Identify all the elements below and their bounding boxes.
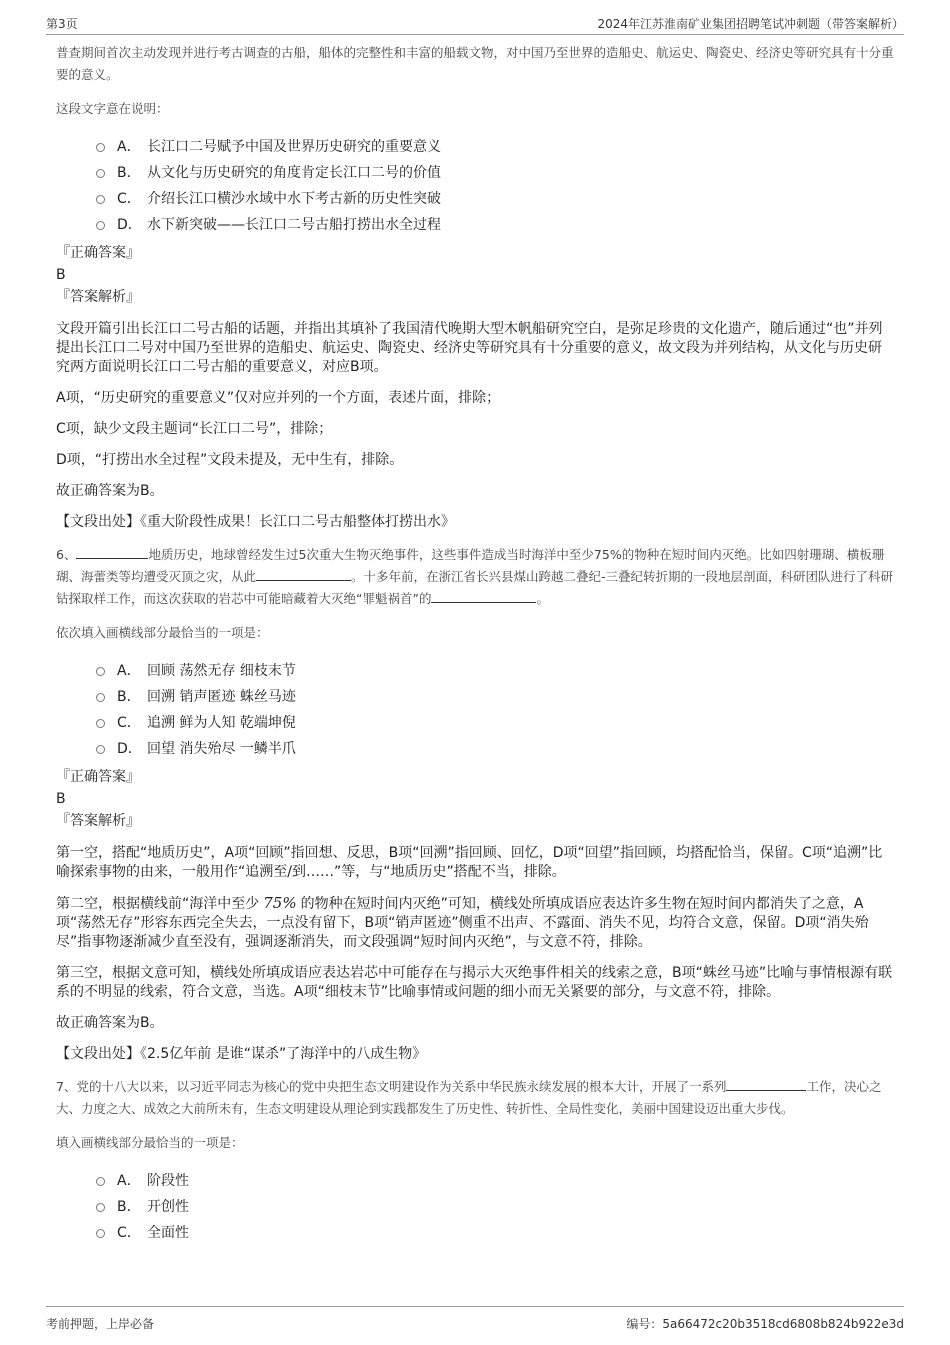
- page-footer: [46, 1306, 904, 1337]
- q5-option-a[interactable]: A． 长江口二号赋予中国及世界历史研究的重要意义: [96, 134, 894, 160]
- radio-icon[interactable]: [96, 1203, 105, 1212]
- q6-analysis-blank-3: 第三空，根据文意可知，横线处所填成语应表达岩芯中可能存在与揭示大灭绝事件相关的线索之意，B项“蛛丝马迹”比喻与事情根源有联系的不明显的线索，符合文意，当选。A项“细枝末节”比喻事情或问题的细小而无关紧要的部分，与文意不符，排除。: [56, 965, 893, 1000]
- q6-prompt: 依次填入画横线部分最恰当的一项是：: [56, 625, 269, 640]
- q5-analysis-label: 『答案解析』: [56, 289, 140, 305]
- q6-analysis-label: 『答案解析』: [56, 813, 140, 829]
- answer-blank: [726, 1078, 806, 1091]
- document-title: 2024年江苏淮南矿业集团招聘笔试冲刺题（带答案解析）: [597, 17, 904, 31]
- q6-stem: 6、 地质历史，地球曾经发生过5次重大生物灭绝事件，这些事件造成当时海洋中至少75%的物种在短时间内灭绝。比如四射珊瑚、横板珊瑚、海蕾类等均遭受灭顶之灾，从此 。十多年前，在浙江省长兴县煤山跨越二叠纪-三叠纪转折期的一段地层剖面，科研团队进行了科研钻探取样工作，而这次获取的岩芯中可能暗藏着大灭绝“罪魁祸首”的 。: [56, 547, 894, 606]
- answer-blank: [256, 568, 351, 581]
- q7-prompt: 填入画横线部分最恰当的一项是：: [56, 1135, 244, 1150]
- q6-option-a[interactable]: A． 回顾 荡然无存 细枝末节: [96, 658, 894, 684]
- q6-answer: B: [56, 791, 66, 807]
- page-content: [56, 42, 894, 1250]
- q7-option-c[interactable]: C． 全面性: [96, 1220, 894, 1246]
- answer-blank: [431, 590, 536, 603]
- q6-option-c[interactable]: C． 追溯 鲜为人知 乾端坤倪: [96, 710, 894, 736]
- q6-options: [96, 658, 894, 762]
- q7-option-b[interactable]: B． 开创性: [96, 1194, 894, 1220]
- answer-blank: [76, 546, 148, 559]
- q5-analysis-a: A项，“历史研究的重要意义”仅对应并列的一个方面，表述片面，排除；: [56, 390, 501, 406]
- page-header: [46, 12, 904, 35]
- q5-answer: B: [56, 267, 66, 283]
- q5-analysis-main: 文段开篇引出长江口二号古船的话题，并指出其填补了我国清代晚期大型木帆船研究空白，是弥足珍贵的文化遗产，随后通过“也”并列提出长江口二号对中国乃至世界的造船史、航运史、陶瓷史、经济史等研究具有十分重要的意义，故文段为并列结构，从文化与历史研究两方面说明长江口二号古船的重要意义，对应B项。: [56, 321, 883, 375]
- radio-icon[interactable]: [96, 745, 105, 754]
- q5-conclusion: 故正确答案为B。: [56, 483, 164, 499]
- q6-conclusion: 故正确答案为B。: [56, 1015, 164, 1031]
- radio-icon[interactable]: [96, 1229, 105, 1238]
- radio-icon[interactable]: [96, 169, 105, 178]
- q6-answer-label: 『正确答案』: [56, 769, 140, 785]
- radio-icon[interactable]: [96, 1177, 105, 1186]
- footer-slogan: 考前押题，上岸必备: [46, 1317, 155, 1331]
- q6-analysis-blank-1: 第一空，搭配“地质历史”，A项“回顾”指回想、反思，B项“回溯”指回顾、回忆，D项“回望”指回顾，均搭配恰当，保留。C项“追溯”比喻探索事物的由来，一般用作“追溯至/到……”等，与“地质历史”搭配不当，排除。: [56, 845, 883, 880]
- q5-analysis-d: D项，“打捞出水全过程”文段未提及，无中生有，排除。: [56, 452, 404, 468]
- q5-option-b[interactable]: B． 从文化与历史研究的角度肯定长江口二号的价值: [96, 160, 894, 186]
- q7-options: [96, 1168, 894, 1246]
- q5-option-c[interactable]: C． 介绍长江口横沙水域中水下考古新的历史性突破: [96, 186, 894, 212]
- q6-option-b[interactable]: B． 回溯 销声匿迹 蛛丝马迹: [96, 684, 894, 710]
- q7-option-a[interactable]: A． 阶段性: [96, 1168, 894, 1194]
- radio-icon[interactable]: [96, 719, 105, 728]
- radio-icon[interactable]: [96, 221, 105, 230]
- q5-prompt: 这段文字意在说明：: [56, 101, 169, 116]
- radio-icon[interactable]: [96, 693, 105, 702]
- q6-option-d[interactable]: D． 回望 消失殆尽 一鳞半爪: [96, 736, 894, 762]
- radio-icon[interactable]: [96, 195, 105, 204]
- q6-analysis-blank-2: 第二空，根据横线前“海洋中至少 75% 的物种在短时间内灭绝”可知，横线处所填成语应表达许多生物在短时间内都消失了之意，A项“荡然无存”形容东西完全失去，一点没有留下，B项“销声匿迹”侧重不出声、不露面、消失不见，均符合文意，保留。D项“消失殆尽”指事物逐渐减少直至没有，强调逐渐消失，而文段强调“短时间内灭绝”，与文意不符，排除。: [56, 894, 869, 950]
- radio-icon[interactable]: [96, 143, 105, 152]
- q5-source: 【文段出处】《重大阶段性成果！长江口二号古船整体打捞出水》: [56, 514, 455, 530]
- document-id: 编号：5a66472c20b3518cd6808b824b922e3d: [626, 1317, 904, 1331]
- math-percentage: 75%: [263, 894, 297, 912]
- q5-analysis-c: C项，缺少文段主题词“长江口二号”，排除；: [56, 421, 333, 437]
- radio-icon[interactable]: [96, 667, 105, 676]
- q5-option-d[interactable]: D． 水下新突破——长江口二号古船打捞出水全过程: [96, 212, 894, 238]
- q7-stem: 7、党的十八大以来，以习近平同志为核心的党中央把生态文明建设作为关系中华民族永续发展的根本大计，开展了一系列 工作，决心之大、力度之大、成效之大前所未有，生态文明建设从理论到实践都发生了历史性、转折性、全局性变化，美丽中国建设迈出重大步伐。: [56, 1079, 882, 1116]
- q6-source: 【文段出处】《2.5亿年前 是谁“谋杀”了海洋中的八成生物》: [56, 1046, 427, 1062]
- q5-options: [96, 134, 894, 238]
- q5-passage: 普查期间首次主动发现并进行考古调查的古船，船体的完整性和丰富的船载文物，对中国乃至世界的造船史、航运史、陶瓷史、经济史等研究具有十分重要的意义。: [56, 45, 894, 82]
- page-number: 第3页: [46, 17, 78, 31]
- q5-answer-label: 『正确答案』: [56, 245, 140, 261]
